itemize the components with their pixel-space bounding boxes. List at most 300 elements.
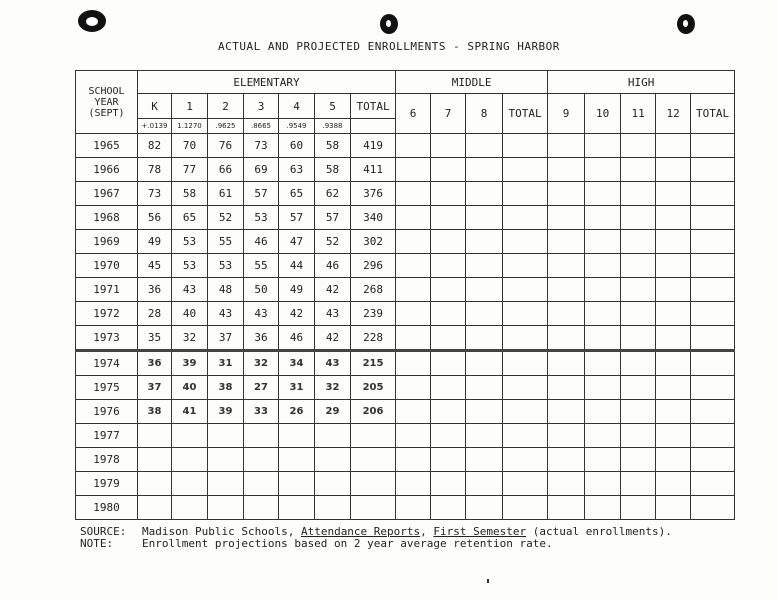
middle-header: MIDDLE — [396, 71, 548, 94]
year-cell: 1979 — [76, 472, 138, 496]
enrollment-cell — [208, 424, 244, 448]
empty-cell — [431, 472, 466, 496]
empty-cell — [548, 134, 585, 158]
empty-cell — [431, 254, 466, 278]
empty-cell — [656, 206, 691, 230]
enrollment-cell: 52 — [315, 230, 351, 254]
empty-cell — [691, 182, 735, 206]
enrollment-cell — [315, 496, 351, 520]
enrollment-cell: 46 — [315, 254, 351, 278]
empty-cell — [585, 448, 621, 472]
empty-cell — [621, 278, 656, 302]
enrollment-cell: 31 — [279, 376, 315, 400]
empty-cell — [621, 326, 656, 351]
empty-cell — [503, 182, 548, 206]
enrollment-cell — [172, 448, 208, 472]
elementary-total-cell: 376 — [351, 182, 396, 206]
empty-cell — [585, 254, 621, 278]
elementary-total-cell: 206 — [351, 400, 396, 424]
column-header: TOTAL — [351, 94, 396, 119]
empty-cell — [691, 230, 735, 254]
enrollment-cell — [208, 496, 244, 520]
empty-cell — [656, 158, 691, 182]
table-row — [76, 351, 735, 376]
empty-cell — [396, 254, 431, 278]
table-row — [76, 302, 735, 326]
year-cell: 1971 — [76, 278, 138, 302]
empty-cell — [396, 424, 431, 448]
enrollment-cell: 34 — [279, 351, 315, 376]
empty-cell — [396, 134, 431, 158]
empty-cell — [466, 472, 503, 496]
empty-cell — [431, 376, 466, 400]
elementary-total-cell: 215 — [351, 351, 396, 376]
source-text: Madison Public Schools, Attendance Reports, First Semester (actual enrollments). — [142, 525, 672, 538]
elementary-total-cell: 296 — [351, 254, 396, 278]
enrollment-cell: 41 — [172, 400, 208, 424]
enrollment-cell — [315, 424, 351, 448]
empty-cell — [585, 400, 621, 424]
column-header: 1 — [172, 94, 208, 119]
empty-cell — [691, 254, 735, 278]
empty-cell — [621, 424, 656, 448]
enrollment-cell — [172, 496, 208, 520]
table-row — [76, 134, 735, 158]
empty-cell — [431, 496, 466, 520]
year-cell: 1966 — [76, 158, 138, 182]
enrollment-cell — [315, 472, 351, 496]
empty-cell — [585, 278, 621, 302]
enrollment-cell: 73 — [138, 182, 172, 206]
empty-cell — [548, 254, 585, 278]
enrollment-cell: 40 — [172, 302, 208, 326]
empty-cell — [466, 278, 503, 302]
empty-cell — [621, 134, 656, 158]
empty-cell — [621, 376, 656, 400]
enrollment-cell — [138, 496, 172, 520]
enrollment-cell: 39 — [208, 400, 244, 424]
enrollment-cell: 53 — [172, 254, 208, 278]
source-label: SOURCE: — [80, 525, 127, 538]
enrollment-cell: 63 — [279, 158, 315, 182]
empty-cell — [431, 400, 466, 424]
enrollment-cell: 38 — [208, 376, 244, 400]
enrollment-cell: 62 — [315, 182, 351, 206]
enrollment-cell: 82 — [138, 134, 172, 158]
elementary-total-cell — [351, 496, 396, 520]
year-cell: 1977 — [76, 424, 138, 448]
column-header: 5 — [315, 94, 351, 119]
empty-cell — [431, 351, 466, 376]
retention-rate: .9549 — [279, 119, 315, 134]
empty-cell — [503, 376, 548, 400]
enrollment-cell — [244, 448, 279, 472]
year-cell: 1969 — [76, 230, 138, 254]
empty-cell — [466, 496, 503, 520]
empty-cell — [503, 230, 548, 254]
column-header: K — [138, 94, 172, 119]
retention-rate: +.0139 — [138, 119, 172, 134]
enrollment-cell: 33 — [244, 400, 279, 424]
table-row — [76, 376, 735, 400]
empty-cell — [503, 472, 548, 496]
column-header: 9 — [548, 94, 585, 134]
empty-cell — [621, 472, 656, 496]
enrollment-cell: 45 — [138, 254, 172, 278]
year-cell: 1975 — [76, 376, 138, 400]
year-cell: 1974 — [76, 351, 138, 376]
empty-cell — [431, 158, 466, 182]
enrollment-cell: 49 — [279, 278, 315, 302]
empty-cell — [656, 302, 691, 326]
empty-cell — [548, 448, 585, 472]
retention-rate: .8665 — [244, 119, 279, 134]
table-row — [76, 230, 735, 254]
high-header: HIGH — [548, 71, 735, 94]
empty-cell — [656, 376, 691, 400]
enrollment-cell: 61 — [208, 182, 244, 206]
empty-cell — [396, 158, 431, 182]
enrollment-cell: 35 — [138, 326, 172, 351]
school-year-header: SCHOOL YEAR (SEPT) — [76, 71, 138, 134]
year-cell: 1970 — [76, 254, 138, 278]
elementary-total-cell: 228 — [351, 326, 396, 351]
enrollment-cell: 78 — [138, 158, 172, 182]
empty-cell — [396, 472, 431, 496]
empty-cell — [656, 134, 691, 158]
elementary-header: ELEMENTARY — [138, 71, 396, 94]
empty-cell — [691, 278, 735, 302]
enrollment-cell — [244, 496, 279, 520]
empty-cell — [691, 302, 735, 326]
empty-cell — [621, 400, 656, 424]
enrollment-cell — [172, 472, 208, 496]
table-row — [76, 158, 735, 182]
empty-cell — [585, 182, 621, 206]
empty-cell — [691, 496, 735, 520]
enrollment-cell: 26 — [279, 400, 315, 424]
empty-cell — [585, 230, 621, 254]
enrollment-cell: 48 — [208, 278, 244, 302]
empty-cell — [548, 400, 585, 424]
elementary-total-cell — [351, 448, 396, 472]
elementary-total-cell: 239 — [351, 302, 396, 326]
enrollment-cell — [279, 472, 315, 496]
empty-cell — [656, 400, 691, 424]
empty-cell — [621, 206, 656, 230]
enrollment-cell: 43 — [208, 302, 244, 326]
table-row — [76, 206, 735, 230]
enrollment-cell: 36 — [244, 326, 279, 351]
retention-rate: .9388 — [315, 119, 351, 134]
table-row — [76, 400, 735, 424]
speck-mark — [487, 579, 489, 583]
elementary-total-cell — [351, 472, 396, 496]
enrollment-cell: 76 — [208, 134, 244, 158]
enrollment-cell: 29 — [315, 400, 351, 424]
empty-cell — [503, 496, 548, 520]
enrollment-cell — [138, 472, 172, 496]
empty-cell — [621, 351, 656, 376]
column-header: 4 — [279, 94, 315, 119]
enrollment-cell: 66 — [208, 158, 244, 182]
empty-cell — [585, 351, 621, 376]
empty-cell — [503, 158, 548, 182]
table-row — [76, 326, 735, 351]
empty-cell — [548, 351, 585, 376]
empty-cell — [466, 302, 503, 326]
enrollment-cell: 36 — [138, 278, 172, 302]
enrollment-cell: 49 — [138, 230, 172, 254]
empty-cell — [691, 400, 735, 424]
enrollment-cell — [279, 424, 315, 448]
enrollment-table — [75, 70, 735, 520]
enrollment-cell: 55 — [244, 254, 279, 278]
empty-cell — [396, 230, 431, 254]
empty-cell — [548, 182, 585, 206]
column-header: 10 — [585, 94, 621, 134]
empty-cell — [466, 134, 503, 158]
enrollment-cell: 58 — [172, 182, 208, 206]
year-cell: 1972 — [76, 302, 138, 326]
empty-cell — [585, 134, 621, 158]
column-header: TOTAL — [691, 94, 735, 134]
empty-cell — [656, 182, 691, 206]
column-header: 11 — [621, 94, 656, 134]
column-header: 12 — [656, 94, 691, 134]
enrollment-cell: 38 — [138, 400, 172, 424]
empty-cell — [503, 448, 548, 472]
empty-cell — [691, 134, 735, 158]
empty-cell — [691, 206, 735, 230]
empty-cell — [548, 424, 585, 448]
empty-cell — [585, 376, 621, 400]
empty-cell — [351, 119, 396, 134]
empty-cell — [585, 326, 621, 351]
empty-cell — [503, 351, 548, 376]
enrollment-cell: 53 — [244, 206, 279, 230]
empty-cell — [396, 206, 431, 230]
enrollment-cell: 42 — [315, 326, 351, 351]
year-cell: 1978 — [76, 448, 138, 472]
empty-cell — [396, 400, 431, 424]
column-header: 3 — [244, 94, 279, 119]
empty-cell — [503, 400, 548, 424]
table-row — [76, 472, 735, 496]
empty-cell — [396, 351, 431, 376]
empty-cell — [691, 158, 735, 182]
enrollment-cell: 32 — [244, 351, 279, 376]
empty-cell — [431, 182, 466, 206]
table-row — [76, 182, 735, 206]
enrollment-cell — [172, 424, 208, 448]
enrollment-cell: 37 — [208, 326, 244, 351]
empty-cell — [548, 278, 585, 302]
empty-cell — [691, 351, 735, 376]
empty-cell — [431, 302, 466, 326]
elementary-total-cell: 340 — [351, 206, 396, 230]
empty-cell — [585, 302, 621, 326]
document-title: ACTUAL AND PROJECTED ENROLLMENTS - SPRING HARBOR — [218, 40, 560, 53]
enrollment-cell: 43 — [172, 278, 208, 302]
enrollment-cell: 60 — [279, 134, 315, 158]
year-cell: 1973 — [76, 326, 138, 351]
enrollment-cell: 43 — [315, 302, 351, 326]
empty-cell — [656, 326, 691, 351]
enrollment-cell: 37 — [138, 376, 172, 400]
column-header: TOTAL — [503, 94, 548, 134]
enrollment-cell: 47 — [279, 230, 315, 254]
empty-cell — [656, 424, 691, 448]
table-row — [76, 278, 735, 302]
empty-cell — [466, 206, 503, 230]
empty-cell — [548, 158, 585, 182]
enrollment-cell: 43 — [315, 351, 351, 376]
empty-cell — [503, 254, 548, 278]
empty-cell — [691, 424, 735, 448]
empty-cell — [466, 400, 503, 424]
enrollment-cell: 57 — [279, 206, 315, 230]
empty-cell — [396, 182, 431, 206]
elementary-total-cell: 419 — [351, 134, 396, 158]
enrollment-cell: 53 — [208, 254, 244, 278]
table-row — [76, 254, 735, 278]
empty-cell — [585, 496, 621, 520]
empty-cell — [503, 206, 548, 230]
empty-cell — [621, 230, 656, 254]
enrollment-cell — [244, 424, 279, 448]
enrollment-cell: 55 — [208, 230, 244, 254]
enrollment-cell: 28 — [138, 302, 172, 326]
empty-cell — [621, 182, 656, 206]
empty-cell — [431, 134, 466, 158]
enrollment-cell: 27 — [244, 376, 279, 400]
empty-cell — [656, 472, 691, 496]
enrollment-cell: 43 — [244, 302, 279, 326]
enrollment-cell: 58 — [315, 158, 351, 182]
note-label: NOTE: — [80, 537, 114, 550]
retention-rate: .9625 — [208, 119, 244, 134]
enrollment-cell — [138, 448, 172, 472]
enrollment-cell: 53 — [172, 230, 208, 254]
empty-cell — [691, 326, 735, 351]
enrollment-cell: 57 — [244, 182, 279, 206]
column-header: 7 — [431, 94, 466, 134]
empty-cell — [431, 424, 466, 448]
year-cell: 1968 — [76, 206, 138, 230]
empty-cell — [585, 424, 621, 448]
elementary-total-cell: 205 — [351, 376, 396, 400]
table-row — [76, 448, 735, 472]
year-cell: 1967 — [76, 182, 138, 206]
year-cell: 1976 — [76, 400, 138, 424]
enrollment-cell: 65 — [279, 182, 315, 206]
enrollment-cell: 73 — [244, 134, 279, 158]
empty-cell — [548, 302, 585, 326]
empty-cell — [503, 134, 548, 158]
enrollment-cell — [315, 448, 351, 472]
empty-cell — [396, 496, 431, 520]
empty-cell — [656, 278, 691, 302]
enrollment-cell: 70 — [172, 134, 208, 158]
enrollment-cell — [208, 472, 244, 496]
enrollment-cell — [244, 472, 279, 496]
empty-cell — [466, 326, 503, 351]
punch-hole-right — [677, 14, 695, 34]
empty-cell — [503, 278, 548, 302]
empty-cell — [656, 230, 691, 254]
empty-cell — [621, 496, 656, 520]
enrollment-cell: 69 — [244, 158, 279, 182]
empty-cell — [656, 254, 691, 278]
empty-cell — [431, 448, 466, 472]
empty-cell — [548, 206, 585, 230]
elementary-total-cell: 268 — [351, 278, 396, 302]
empty-cell — [503, 302, 548, 326]
enrollment-cell: 57 — [315, 206, 351, 230]
empty-cell — [548, 326, 585, 351]
enrollment-cell: 32 — [172, 326, 208, 351]
empty-cell — [396, 326, 431, 351]
empty-cell — [466, 448, 503, 472]
empty-cell — [466, 424, 503, 448]
enrollment-cell: 32 — [315, 376, 351, 400]
empty-cell — [431, 278, 466, 302]
column-header: 6 — [396, 94, 431, 134]
empty-cell — [466, 182, 503, 206]
empty-cell — [466, 376, 503, 400]
enrollment-cell — [138, 424, 172, 448]
empty-cell — [548, 472, 585, 496]
empty-cell — [548, 376, 585, 400]
enrollment-cell: 52 — [208, 206, 244, 230]
year-cell: 1980 — [76, 496, 138, 520]
empty-cell — [396, 376, 431, 400]
empty-cell — [656, 351, 691, 376]
column-header: 2 — [208, 94, 244, 119]
empty-cell — [503, 424, 548, 448]
empty-cell — [431, 326, 466, 351]
column-header: 8 — [466, 94, 503, 134]
enrollment-cell: 40 — [172, 376, 208, 400]
notes-section — [80, 526, 672, 550]
empty-cell — [466, 230, 503, 254]
enrollment-cell: 42 — [315, 278, 351, 302]
empty-cell — [656, 496, 691, 520]
empty-cell — [396, 448, 431, 472]
empty-cell — [585, 472, 621, 496]
empty-cell — [621, 448, 656, 472]
elementary-total-cell — [351, 424, 396, 448]
enrollment-cell: 44 — [279, 254, 315, 278]
punch-hole-center — [380, 14, 398, 34]
empty-cell — [548, 230, 585, 254]
empty-cell — [431, 230, 466, 254]
empty-cell — [431, 206, 466, 230]
empty-cell — [656, 448, 691, 472]
enrollment-cell: 42 — [279, 302, 315, 326]
elementary-total-cell: 411 — [351, 158, 396, 182]
empty-cell — [691, 376, 735, 400]
enrollment-cell: 31 — [208, 351, 244, 376]
empty-cell — [621, 254, 656, 278]
enrollment-cell: 56 — [138, 206, 172, 230]
elementary-total-cell: 302 — [351, 230, 396, 254]
enrollment-cell: 58 — [315, 134, 351, 158]
empty-cell — [691, 448, 735, 472]
empty-cell — [466, 158, 503, 182]
empty-cell — [691, 472, 735, 496]
